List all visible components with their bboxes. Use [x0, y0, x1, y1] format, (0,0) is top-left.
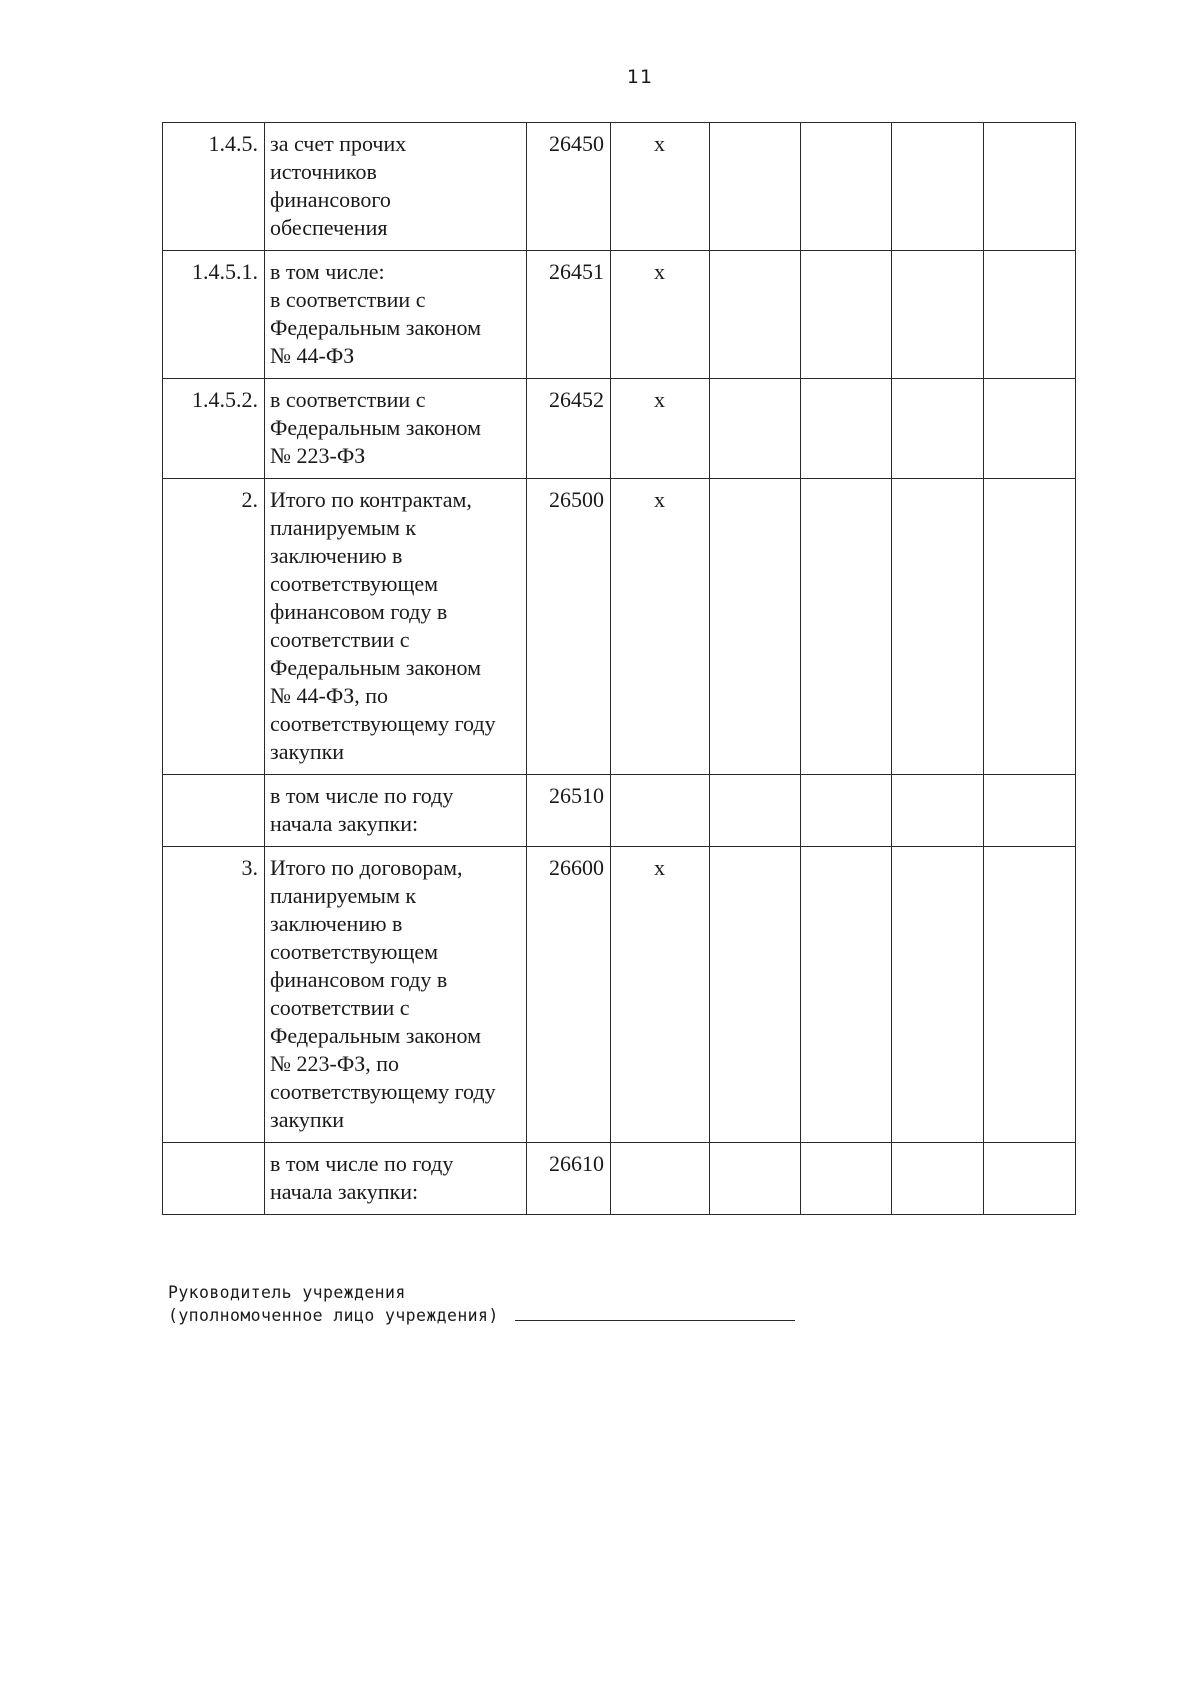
- row-name-line: Итого по договорам,: [270, 855, 463, 880]
- row-name-line: Итого по контрактам,: [270, 487, 472, 512]
- row-name-line: в соответствии с: [270, 287, 426, 312]
- empty-value-cell[interactable]: [710, 847, 801, 1143]
- row-name-line: Федеральным законом: [270, 1023, 482, 1048]
- empty-value-cell[interactable]: [801, 775, 892, 847]
- row-number: 3.: [163, 847, 265, 1143]
- signature-block: [168, 1282, 795, 1327]
- row-x-mark: x: [611, 479, 710, 775]
- row-name-line: № 223-ФЗ, по: [270, 1051, 399, 1076]
- row-name-line: планируемым к: [270, 515, 417, 540]
- row-code: 26450: [527, 123, 611, 251]
- empty-value-cell[interactable]: [892, 1143, 984, 1215]
- empty-value-cell[interactable]: [801, 123, 892, 251]
- empty-value-cell[interactable]: [984, 775, 1076, 847]
- row-name: [265, 251, 527, 379]
- empty-value-cell[interactable]: [801, 379, 892, 479]
- report-table: [162, 122, 1076, 1215]
- row-name-line: источников: [270, 159, 377, 184]
- table-row: [163, 775, 1076, 847]
- signature-line[interactable]: [515, 1304, 795, 1321]
- empty-value-cell[interactable]: [710, 479, 801, 775]
- row-code: 26451: [527, 251, 611, 379]
- row-number: 1.4.5.: [163, 123, 265, 251]
- row-code: 26500: [527, 479, 611, 775]
- row-name-line: в соответствии с: [270, 387, 426, 412]
- row-name-line: в том числе:: [270, 259, 385, 284]
- empty-value-cell[interactable]: [984, 1143, 1076, 1215]
- row-name-line: обеспечения: [270, 215, 388, 240]
- row-name: [265, 847, 527, 1143]
- empty-value-cell[interactable]: [892, 775, 984, 847]
- row-name: [265, 123, 527, 251]
- row-code: 26452: [527, 379, 611, 479]
- row-x-mark: x: [611, 251, 710, 379]
- row-number: [163, 775, 265, 847]
- row-x-mark: x: [611, 379, 710, 479]
- empty-value-cell[interactable]: [984, 847, 1076, 1143]
- empty-value-cell[interactable]: [892, 479, 984, 775]
- row-name-line: в том числе по году: [270, 1151, 454, 1176]
- empty-value-cell[interactable]: [710, 123, 801, 251]
- row-name-line: № 44-ФЗ: [270, 343, 355, 368]
- row-x-mark: [611, 775, 710, 847]
- row-code: 26600: [527, 847, 611, 1143]
- signature-subtitle: (уполномоченное лицо учреждения): [168, 1306, 499, 1325]
- page-number: 11: [626, 66, 654, 88]
- row-name-line: закупки: [270, 739, 345, 764]
- row-name-line: № 223-ФЗ: [270, 443, 366, 468]
- row-name-line: соответствии с: [270, 995, 410, 1020]
- row-number: 1.4.5.1.: [163, 251, 265, 379]
- row-name-line: начала закупки:: [270, 811, 419, 836]
- row-number: 2.: [163, 479, 265, 775]
- row-number: 1.4.5.2.: [163, 379, 265, 479]
- row-name: [265, 479, 527, 775]
- row-name-line: заключению в: [270, 911, 403, 936]
- empty-value-cell[interactable]: [801, 479, 892, 775]
- row-name: [265, 775, 527, 847]
- row-name-line: финансовом году в: [270, 599, 448, 624]
- row-name: [265, 379, 527, 479]
- empty-value-cell[interactable]: [984, 479, 1076, 775]
- empty-value-cell[interactable]: [984, 251, 1076, 379]
- empty-value-cell[interactable]: [710, 775, 801, 847]
- row-code: 26510: [527, 775, 611, 847]
- empty-value-cell[interactable]: [892, 379, 984, 479]
- row-name-line: планируемым к: [270, 883, 417, 908]
- row-code: 26610: [527, 1143, 611, 1215]
- empty-value-cell[interactable]: [801, 251, 892, 379]
- row-name-line: финансового: [270, 187, 391, 212]
- empty-value-cell[interactable]: [801, 1143, 892, 1215]
- row-name-line: Федеральным законом: [270, 315, 482, 340]
- row-name-line: соответствующему году: [270, 1079, 496, 1104]
- signature-title: Руководитель учреждения: [168, 1283, 406, 1302]
- table-row: [163, 379, 1076, 479]
- row-name-line: за счет прочих: [270, 131, 407, 156]
- row-name-line: финансовом году в: [270, 967, 448, 992]
- row-name-line: Федеральным законом: [270, 655, 482, 680]
- row-name-line: соответствующем: [270, 939, 439, 964]
- empty-value-cell[interactable]: [984, 123, 1076, 251]
- empty-value-cell[interactable]: [801, 847, 892, 1143]
- table-row: [163, 123, 1076, 251]
- row-x-mark: x: [611, 123, 710, 251]
- row-name-line: соответствии с: [270, 627, 410, 652]
- row-name-line: закупки: [270, 1107, 345, 1132]
- table-body: [163, 123, 1076, 1215]
- row-name-line: № 44-ФЗ, по: [270, 683, 388, 708]
- empty-value-cell[interactable]: [892, 251, 984, 379]
- row-name-line: в том числе по году: [270, 783, 454, 808]
- row-number: [163, 1143, 265, 1215]
- empty-value-cell[interactable]: [984, 379, 1076, 479]
- empty-value-cell[interactable]: [710, 251, 801, 379]
- table-row: [163, 847, 1076, 1143]
- table-row: [163, 251, 1076, 379]
- empty-value-cell[interactable]: [892, 123, 984, 251]
- row-name-line: Федеральным законом: [270, 415, 482, 440]
- row-name: [265, 1143, 527, 1215]
- row-name-line: заключению в: [270, 543, 403, 568]
- table-row: [163, 1143, 1076, 1215]
- empty-value-cell[interactable]: [892, 847, 984, 1143]
- empty-value-cell[interactable]: [710, 1143, 801, 1215]
- row-x-mark: x: [611, 847, 710, 1143]
- empty-value-cell[interactable]: [710, 379, 801, 479]
- row-x-mark: [611, 1143, 710, 1215]
- table-row: [163, 479, 1076, 775]
- row-name-line: начала закупки:: [270, 1179, 419, 1204]
- row-name-line: соответствующему году: [270, 711, 496, 736]
- row-name-line: соответствующем: [270, 571, 439, 596]
